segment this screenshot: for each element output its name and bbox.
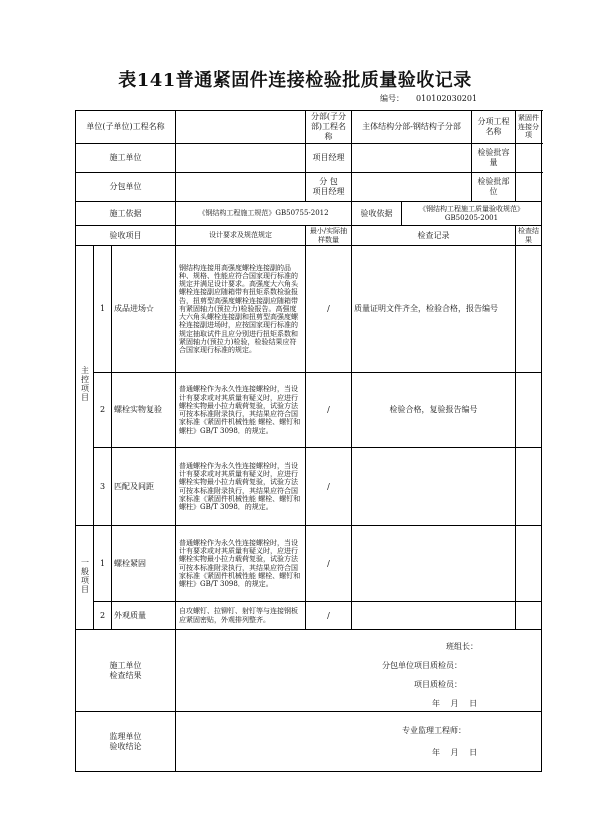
acceptance-basis-label: 验收依据 [352, 202, 402, 226]
item-sample-count[interactable]: / [306, 373, 352, 448]
item-record[interactable] [352, 526, 516, 602]
project-manager-label: 项目经理 [306, 144, 352, 173]
item-result[interactable] [516, 373, 542, 448]
subcontractor-value[interactable] [176, 173, 306, 202]
col-design-header: 设计要求及规范规定 [176, 226, 306, 246]
item-name: 外观质量 [112, 602, 176, 630]
item-project-value[interactable]: 紧固件连接分项 [516, 111, 542, 144]
item-requirement: 钢结构连接用高强度螺栓连接副的品种、规格、性能应符合国家现行标准的规定并满足设计要求。高强度大六角头螺栓连接副应随箱带有扭矩系数检验报告，扭剪型高强度螺栓连接副应随箱带有紧固轴力(预拉力)检验报告。高强度大六角头螺栓连接副和扭剪型高强度螺栓连接副进场时，应按国家现行标准的规定抽取试件且应分别进行扭矩系数和紧固轴力(预拉力)检验，检验结果应符合国家现行标准的规定。 [176, 246, 306, 373]
item-number: 1 [94, 526, 112, 602]
unit-project-value[interactable] [176, 111, 306, 144]
item-sample-count[interactable]: / [306, 526, 352, 602]
inspection-table [75, 110, 542, 772]
construction-unit-value[interactable] [176, 144, 306, 173]
item-record[interactable]: 检验合格，复验报告编号 [352, 373, 516, 448]
project-manager-value[interactable] [352, 144, 472, 173]
batch-capacity-label: 检验批容量 [472, 144, 516, 173]
main-control-label: 主控项目 [76, 246, 94, 526]
item-number: 2 [94, 602, 112, 630]
item-number: 3 [94, 448, 112, 526]
team-leader-label: 班组长： [446, 642, 478, 651]
item-name: 匹配及间距 [112, 448, 176, 526]
item-number: 2 [94, 373, 112, 448]
item-result[interactable] [516, 448, 542, 526]
batch-location-value[interactable] [516, 173, 542, 202]
item-result[interactable] [516, 602, 542, 630]
document-code [380, 93, 477, 104]
col-sample-header: 最小/实际抽样数量 [306, 226, 352, 246]
col-result-header: 检查结果 [516, 226, 542, 246]
construction-check-area[interactable] [176, 630, 542, 712]
supervision-area[interactable] [176, 712, 542, 772]
item-sample-count[interactable]: / [306, 246, 352, 373]
item-number: 1 [94, 246, 112, 373]
item-requirement: 普通螺栓作为永久性连接螺栓时，当设计有要求或对其质量有疑义时，应进行螺栓实物最小拉力载荷复验，试验方法可按本标准附录执行，其结果应符合国家标准《紧固件机械性能 螺栓、螺钉和螺柱》GB/T 3098．的规定。 [176, 526, 306, 602]
code-label: 编号： [380, 94, 404, 103]
supervision-date: 年 月 日 [432, 748, 478, 757]
unit-project-label: 单位(子单位)工程名称 [76, 111, 176, 144]
construction-unit-label: 施工单位 [76, 144, 176, 173]
construction-basis-label: 施工依据 [76, 202, 176, 226]
item-sample-count[interactable]: / [306, 602, 352, 630]
general-label: 一般项目 [76, 526, 94, 630]
item-sample-count[interactable]: / [306, 448, 352, 526]
batch-location-label: 检验批部位 [472, 173, 516, 202]
page-title: 表141普通紧固件连接检验批质量验收记录 [118, 70, 472, 91]
construction-basis-value: 《钢结构工程施工规范》GB50755-2012 [176, 202, 352, 226]
item-project-label: 分项工程名称 [472, 111, 516, 144]
item-record[interactable]: 质量证明文件齐全，检验合格，报告编号 [352, 246, 516, 373]
item-result[interactable] [516, 526, 542, 602]
item-requirement: 自攻螺钉、拉铆钉、射钉等与连接钢板应紧固密贴，外观排列整齐。 [176, 602, 306, 630]
sub-inspector-label: 分包单位项目质检员： [382, 661, 462, 670]
sub-manager-value[interactable] [352, 173, 472, 202]
subcontractor-label: 分包单位 [76, 173, 176, 202]
construction-check-label: 施工单位 检查结果 [76, 630, 176, 712]
item-record[interactable] [352, 448, 516, 526]
item-requirement: 普通螺栓作为永久性连接螺栓时，当设计有要求或对其质量有疑义时，应进行螺栓实物最小拉力载荷复验，试验方法可按本标准附录执行，其结果应符合国家标准《紧固件机械性能 螺栓、螺钉和螺柱》GB/T 3098．的规定。 [176, 373, 306, 448]
sub-manager-label: 分 包 项目经理 [306, 173, 352, 202]
code-value: 010102030201 [416, 94, 478, 103]
supervision-engineer-label: 专业监理工程师： [402, 726, 466, 735]
item-name: 螺栓实物复验 [112, 373, 176, 448]
item-name: 螺栓紧固 [112, 526, 176, 602]
item-name: 成品进场☆ [112, 246, 176, 373]
item-requirement: 普通螺栓作为永久性连接螺栓时，当设计有要求或对其质量有疑义时，应进行螺栓实物最小拉力载荷复验，试验方法可按本标准附录执行，其结果应符合国家标准《紧固件机械性能 螺栓、螺钉和螺柱》GB/T 3098．的规定。 [176, 448, 306, 526]
inspector-label: 项目质检员： [414, 680, 462, 689]
batch-capacity-value[interactable] [516, 144, 542, 173]
item-record[interactable] [352, 602, 516, 630]
supervision-label: 监理单位 验收结论 [76, 712, 176, 772]
construction-date: 年 月 日 [432, 699, 478, 708]
sub-project-value[interactable]: 主体结构分部-钢结构子分部 [352, 111, 472, 144]
sub-project-label: 分部(子分部)工程名称 [306, 111, 352, 144]
acceptance-basis-value: 《钢结构工程施工质量验收规范》GB50205-2001 [402, 202, 542, 226]
col-item-header: 验收项目 [76, 226, 176, 246]
item-result[interactable] [516, 246, 542, 373]
col-record-header: 检查记录 [352, 226, 516, 246]
